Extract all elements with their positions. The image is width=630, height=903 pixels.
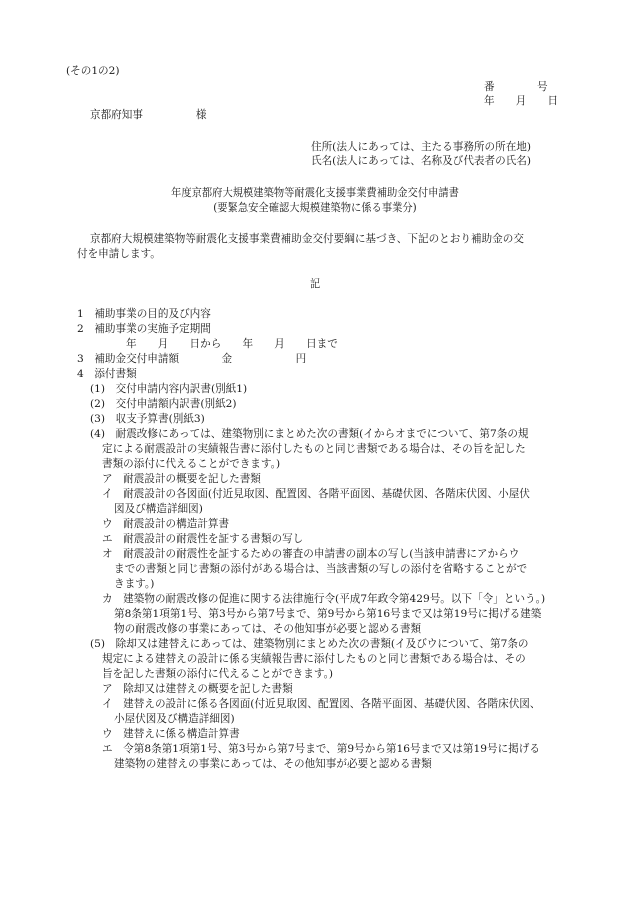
attachment-4-ka-line-2: 第8条第1項第1号、第3号から第7号まで、第9号から第16号まで又は第19号に掲げる建築 xyxy=(114,608,542,620)
ki-heading: 記 xyxy=(309,278,321,290)
attachment-5-line-3: 旨を記した書類の添付に代えることができます。) xyxy=(102,668,334,680)
intro-text-line-2: 付を申請します。 xyxy=(77,248,161,260)
applicant-name-label: 氏名(法人にあっては、名称及び代表者の氏名) xyxy=(311,155,532,167)
item-amount: 3 補助金交付申請額 金 円 xyxy=(77,353,307,365)
item-period: 2 補助事業の実施予定期間 xyxy=(77,323,211,335)
attachment-4-o-line-2: までの書類と同じ書類の添付がある場合は、当該書類の写しの添付を省略することがで xyxy=(114,563,528,575)
attachment-4-ka-line-1: カ 建築物の耐震改修の促進に関する法律施行令(平成7年政令第429号。以下「令」という。) xyxy=(102,593,546,605)
attachment-4-line-3: 書類の添付に代えることができます。) xyxy=(102,458,281,470)
attachment-4-ka-line-3: 物の耐震改修の事業にあっては、その他知事が必要と認める書類 xyxy=(114,623,422,635)
document-subtitle: (要緊急安全確認大規模建築物に係る事業分) xyxy=(213,201,417,214)
attachment-5-e-line-2: 建築物の建替えの事業にあっては、その他知事が必要と認める書類 xyxy=(114,758,432,770)
attachment-5-i-line-2: 小屋伏図及び構造詳細図) xyxy=(114,713,235,725)
attachment-4-u: ウ 耐震設計の構造計算書 xyxy=(102,518,230,530)
attachment-4-o-line-1: オ 耐震設計の耐震性を証するための審査の申請書の副本の写し(当該申請書にアからウ xyxy=(102,548,520,560)
attachment-3: (3) 収支予算書(別紙3) xyxy=(90,413,205,425)
attachment-5-i-line-1: イ 建替えの設計に係る各図面(付近見取図、配置図、各階平面図、基礎伏図、各階床伏図、 xyxy=(102,698,541,710)
page-label: (その1の2) xyxy=(66,65,120,77)
attachment-5-e-line-1: エ 令第8条第1項第1号、第3号から第7号まで、第9号から第16号まで又は第19号に掲げる xyxy=(102,743,540,755)
intro-text-line-1: 京都府大規模建築物等耐震化支援事業費補助金交付要綱に基づき、下記のとおり補助金の交 xyxy=(90,233,524,245)
document-number-label: 番 号 xyxy=(484,81,548,93)
attachment-5-u: ウ 建替えに係る構造計算書 xyxy=(102,728,240,740)
attachment-4-i-line-2: 図及び構造詳細図) xyxy=(114,503,203,515)
attachment-4-line-1: (4) 耐震改修にあっては、建築物別にまとめた次の書類(イからオまでについて、第7条の規 xyxy=(90,428,529,440)
date-label: 年 月 日 xyxy=(484,95,559,107)
attachment-4-line-2: 定による耐震設計の実績報告書に添付したものと同じ書類である場合は、その旨を記した xyxy=(102,443,526,455)
attachment-4-a: ア 耐震設計の概要を記した書類 xyxy=(102,473,261,485)
applicant-address-label: 住所(法人にあっては、主たる事務所の所在地) xyxy=(311,141,532,153)
addressee: 京都府知事 様 xyxy=(90,109,207,121)
item-period-dates: 年 月 日から 年 月 日まで xyxy=(126,338,338,350)
document-title: 年度京都府大規模建築物等耐震化支援事業費補助金交付申請書 xyxy=(171,186,459,199)
attachment-4-o-line-3: きます。) xyxy=(114,578,155,590)
attachment-2: (2) 交付申請額内訳書(別紙2) xyxy=(90,398,237,410)
attachment-4-e: エ 耐震設計の耐震性を証する書類の写し xyxy=(102,533,304,545)
item-purpose: 1 補助事業の目的及び内容 xyxy=(77,308,211,320)
item-attachments: 4 添付書類 xyxy=(77,368,137,380)
attachment-4-i-line-1: イ 耐震設計の各図面(付近見取図、配置図、各階平面図、基礎伏図、各階床伏図、小屋伏 xyxy=(102,488,530,500)
attachment-5-a: ア 除却又は建替えの概要を記した書類 xyxy=(102,683,293,695)
attachment-5-line-2: 規定による建替えの設計に係る実績報告書に添付したものと同じ書類である場合は、その xyxy=(102,653,526,665)
attachment-5-line-1: (5) 除却又は建替えにあっては、建築物別にまとめた次の書類(イ及びウについて、第7条の xyxy=(90,638,529,650)
attachment-1: (1) 交付申請内容内訳書(別紙1) xyxy=(90,383,248,395)
